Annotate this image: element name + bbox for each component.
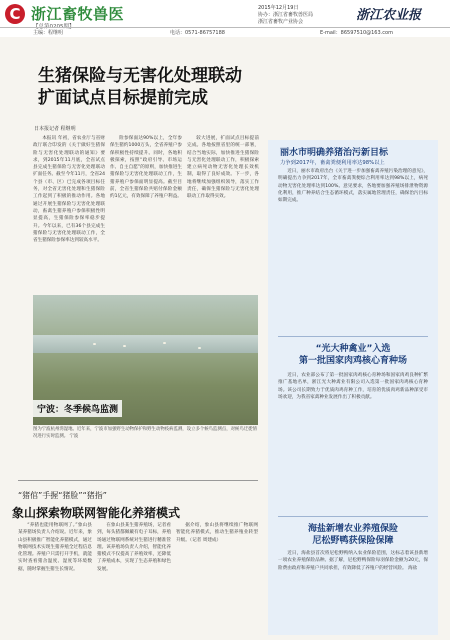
sidebar-story-1-subtitle: 力争到2017年，畜禽粪便利用率达98%以上 — [280, 160, 385, 166]
byline: 日本报记者 程继明 — [34, 126, 76, 132]
headline — [38, 65, 368, 109]
sidebar-story-1-title: 丽水市明确养猪治污新目标 — [280, 148, 389, 158]
editor-name: 主编：程继明 — [33, 30, 64, 36]
issue-date: 2015年12月19日 — [258, 5, 299, 11]
sidebar-story-1-text — [278, 168, 428, 333]
section-badge: C — [5, 4, 25, 24]
photo-water — [33, 335, 258, 353]
article-column-3 — [187, 135, 259, 290]
sidebar-text: 近日，丽水市政府出台《关于进一步加强畜禽养殖污染治理的意见》，明确提出力争到2017年，全市畜禽粪便综合利用率达到98%以上，病死动物无害化处理率达到100%。意见要求，各地要加强养殖场排泄物资源化利用，推广种养结合生态循环模式，落实属地管理责任，确保治污目标如期完成。 — [278, 169, 428, 204]
bird-mark — [163, 342, 166, 344]
article-text: 较大进展，扩面试点目标提前完成。各地按照省里的统一部署，结合当地实际，加快推进生猪保险与无害化处理联动工作，积极探索建立病死动物无害化处理长效机制，取得了良好成效。下一步，各地将继续加强组织领导，落实工作责任，确保生猪保险与无害化处理联动工作取得实效。 — [187, 136, 259, 200]
article-column-1 — [33, 135, 105, 290]
sidebar-text: 近日，农业部公布了第一批国家肉鸡核心育种场和国家肉鸡良种扩繁推广基地名单，浙江光大种禽业有限公司入选第一批国家肉鸡核心育种场。该公司长期致力于优质肉鸡育种工作，培育的优质肉鸡新品种深受市场欢迎，为我省家禽种业发展作出了积极贡献。 — [278, 373, 428, 400]
editor-email: E-mail：86597510@163.com — [320, 30, 393, 36]
headline-line-1: 生猪保险与无害化处理联动 — [38, 66, 242, 86]
photo-note: 图为宁波杭州湾湿地。近年来，宁波市加强野生动物保护和野生动物疫病监测，设立多个候鸟监测点，对候鸟迁徙情况进行实时监测。 宁波 — [33, 427, 257, 439]
sponsor-line-2: 浙江省畜牧产业协会 — [258, 19, 304, 25]
section-divider — [18, 480, 258, 481]
bird-mark — [93, 343, 96, 345]
lower-column-2 — [97, 522, 171, 637]
headline-line-2: 扩面试点目标提前完成 — [38, 88, 208, 108]
section-name: 浙江畜牧兽医 — [31, 5, 125, 23]
lower-text: 在象山县某生猪养殖场，记者看到，每头猪都佩戴有电子耳标，养殖场通过物联网系统对生猪进行精准管理。该养殖场负责人介绍，智能化养猪模式不仅提高了养殖效率，还降低了养殖成本，实现了生态养殖和绿色发展。 — [97, 523, 171, 572]
sidebar-story-3-title — [278, 523, 428, 547]
sidebar-divider — [278, 516, 428, 517]
lower-column-3 — [176, 522, 258, 637]
newspaper-logo: 浙江农业报 — [356, 8, 422, 23]
wetland-photo — [33, 295, 258, 425]
bird-mark — [198, 347, 201, 349]
sidebar-divider — [278, 336, 428, 337]
article-text: 本报讯 年初，省农业厅与省财政厅联合印发的《关于做好生猪保险与无害化处理联动的通知》要求，到2015年11月底，全省试点县完成生猪保险与无害化处理联动扩面任务。截至今年11月，全省24个县（市、区）已完成各项目标任务，对全省无害化处理和生猪保险工作起到了积极的推动作用。各地通过开展生猪保险与无害化处理联动，畜禽生猪养殖户参保积极性明显提高，生猪保险参保率稳步提升。今年以来，已有36个县完成生猪保险与无害化处理联动工作，全省生猪保险参保率达到较高水平。 — [33, 136, 105, 244]
editor-phone: 电话：0571-86757188 — [170, 30, 225, 36]
masthead — [0, 0, 450, 37]
sidebar-story-3-text — [278, 550, 428, 635]
lower-text: “养猪也能用物联网了。”象山县某养猪场负责人介绍说。近年来，象山县积极推广智能化养猪模式，通过物联网技术实现生猪养殖全过程信息化管理。养殖户只需打开手机，就能实时查看猪舍温度、湿度等环境数据，随时掌握生猪生长情况。 — [18, 523, 92, 572]
lower-column-1 — [18, 522, 92, 637]
editor-bar — [0, 27, 450, 37]
sidebar-story-2-text — [278, 372, 428, 512]
lower-story-subtitle: “猪倌”手握“猪脸”“猪指” — [18, 491, 107, 500]
lower-story-title: 象山探索物联网智能化养猪模式 — [12, 506, 181, 520]
article-text: 险参保面达90%以上，全年参保生猪约1000万头，全省养殖户参保积极性持续提升。同时，各地积极探索，按照“政府引导、市场运作、自主自愿”的原则，加快推进生猪保险与无害化处理联动工作，生猪养殖户参保面明显提高。截至目前，全省生猪保险共赔付保险金额约1亿元，有效保障了养殖户利益。 — [110, 136, 182, 200]
photo-caption: 宁波：冬季候鸟监测 — [33, 400, 122, 417]
bird-mark — [123, 345, 126, 347]
sidebar-text: 近日，海盐县首次将尼松野鸭纳入农业保险范围，这标志着该县新增一项农业养殖保险品种。据了解，尼松野鸭保险每羽保险金额为20元，保险费由政府和养殖户共同承担，有效降低了养殖户的经营风险。 海盐 — [278, 551, 428, 571]
sponsor-line-1: 协办：浙江省畜牧兽医局 — [258, 12, 314, 18]
article-column-2 — [110, 135, 182, 290]
sidebar-story-3-title-text: 海盐新增农业养殖保险 尼松野鸭获保险保障 — [307, 524, 398, 546]
issue-number: 【总第0205期】 — [33, 24, 75, 30]
sidebar-story-2-title-text: “光大种禽业”入选 第一批国家肉鸡核心育种场 — [298, 344, 407, 366]
lower-text: 据介绍，象山县将继续推广物联网智能化养猪模式，推动生猪养殖业转型升级。（记者 周建成） — [176, 523, 258, 543]
sidebar-story-2-title — [278, 343, 428, 367]
